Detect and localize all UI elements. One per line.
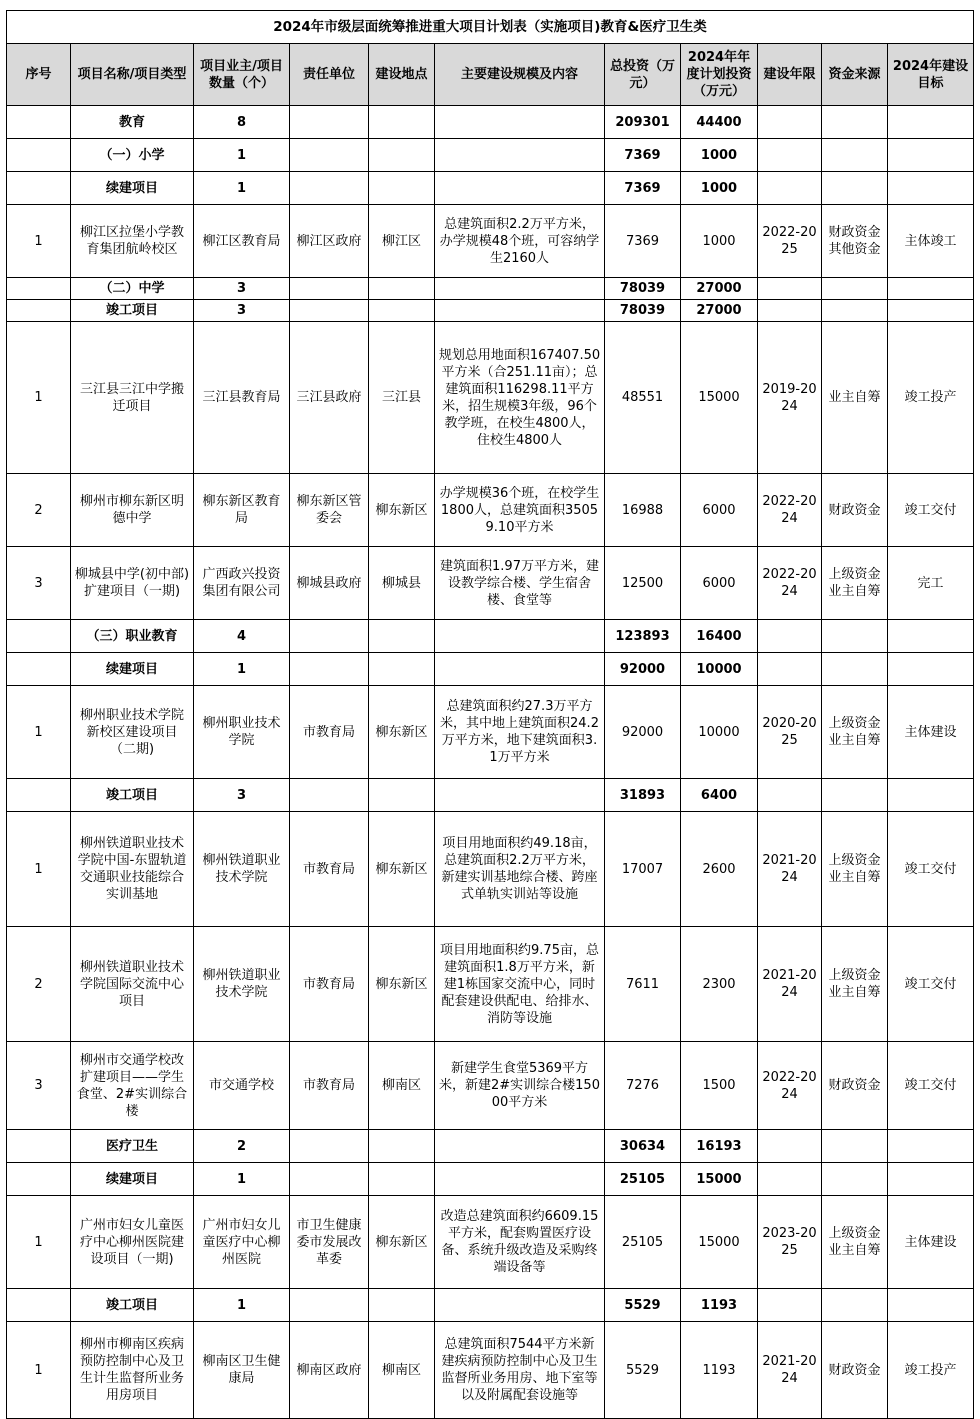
target-cell: 竣工投产: [888, 322, 974, 474]
category-row: [7, 1130, 974, 1163]
unit-cell: 市卫生健康委市发展改革委: [290, 1196, 369, 1289]
owner-cell: 三江县教育局: [194, 322, 290, 474]
unit-cell: 柳东新区管委会: [290, 474, 369, 547]
category-name-cell: （二）中学: [71, 278, 194, 300]
plan-investment-cell: 16400: [681, 620, 758, 653]
seq-cell: [7, 779, 71, 812]
project-name-cell: 柳州市交通学校改扩建项目——学生食堂、2#实训综合楼: [71, 1042, 194, 1130]
total-investment-cell: 12500: [605, 547, 681, 620]
plan-investment-cell: 10000: [681, 653, 758, 686]
content-cell: 新建学生食堂5369平方米，新建2#实训综合楼15000平方米: [435, 1042, 605, 1130]
location-cell: [369, 278, 435, 300]
category-count-cell: 1: [194, 1163, 290, 1196]
seq-cell: [7, 139, 71, 172]
project-name-cell: 柳州铁道职业技术学院中国-东盟轨道交通职业技能综合实训基地: [71, 812, 194, 927]
location-cell: [369, 1130, 435, 1163]
category-name-cell: 续建项目: [71, 172, 194, 205]
category-name-cell: 教育: [71, 106, 194, 139]
plan-investment-cell: 6000: [681, 474, 758, 547]
owner-cell: 广州市妇女儿童医疗中心柳州医院: [194, 1196, 290, 1289]
plan-investment-cell: 6000: [681, 547, 758, 620]
period-cell: 2020-2025: [758, 686, 822, 779]
plan-investment-cell: 27000: [681, 300, 758, 322]
period-cell: [758, 106, 822, 139]
fund-cell: 上级资金业主自筹: [822, 812, 888, 927]
project-row: [7, 322, 974, 474]
content-cell: 改造总建筑面积约6609.15平方米，配套购置医疗设备、系统升级改造及采购终端设备等: [435, 1196, 605, 1289]
total-investment-cell: 25105: [605, 1196, 681, 1289]
seq-cell: [7, 106, 71, 139]
fund-cell: [822, 139, 888, 172]
content-cell: 总建筑面积2.2万平方米，办学规模48个班，可容纳学生2160人: [435, 205, 605, 278]
period-cell: 2021-2024: [758, 1322, 822, 1419]
fund-cell: [822, 106, 888, 139]
plan-investment-cell: 15000: [681, 1163, 758, 1196]
project-table: [6, 10, 974, 1419]
fund-cell: 上级资金业主自筹: [822, 1196, 888, 1289]
content-cell: [435, 1163, 605, 1196]
location-cell: [369, 106, 435, 139]
location-cell: 三江县: [369, 322, 435, 474]
unit-cell: [290, 779, 369, 812]
location-cell: 柳南区: [369, 1042, 435, 1130]
period-cell: [758, 1130, 822, 1163]
header-total: 总投资（万元）: [605, 44, 681, 106]
content-cell: [435, 1289, 605, 1322]
location-cell: 柳城县: [369, 547, 435, 620]
header-owner: 项目业主/项目数量（个）: [194, 44, 290, 106]
content-cell: 规划总用地面积167407.50平方米（合251.11亩）；总建筑面积116298.11平方米，招生规模3年级，96个教学班，在校生4800人，住校生4800人: [435, 322, 605, 474]
location-cell: 柳东新区: [369, 927, 435, 1042]
target-cell: [888, 620, 974, 653]
total-investment-cell: 7611: [605, 927, 681, 1042]
total-investment-cell: 48551: [605, 322, 681, 474]
period-cell: [758, 1289, 822, 1322]
content-cell: [435, 779, 605, 812]
category-row: [7, 278, 974, 300]
seq-cell: 2: [7, 927, 71, 1042]
fund-cell: 财政资金: [822, 474, 888, 547]
location-cell: [369, 1289, 435, 1322]
location-cell: [369, 1163, 435, 1196]
fund-cell: [822, 300, 888, 322]
category-name-cell: 竣工项目: [71, 779, 194, 812]
seq-cell: 1: [7, 812, 71, 927]
fund-cell: [822, 779, 888, 812]
period-cell: 2021-2024: [758, 812, 822, 927]
location-cell: [369, 779, 435, 812]
total-investment-cell: 7369: [605, 172, 681, 205]
unit-cell: 柳南区政府: [290, 1322, 369, 1419]
total-investment-cell: 209301: [605, 106, 681, 139]
target-cell: [888, 1289, 974, 1322]
header-fund: 资金来源: [822, 44, 888, 106]
target-cell: [888, 278, 974, 300]
content-cell: [435, 278, 605, 300]
total-investment-cell: 123893: [605, 620, 681, 653]
location-cell: 柳东新区: [369, 812, 435, 927]
location-cell: 柳南区: [369, 1322, 435, 1419]
seq-cell: [7, 620, 71, 653]
location-cell: [369, 172, 435, 205]
seq-cell: [7, 172, 71, 205]
header-plan: 2024年年度计划投资（万元）: [681, 44, 758, 106]
content-cell: [435, 300, 605, 322]
header-row: [7, 44, 974, 106]
project-name-cell: 广州市妇女儿童医疗中心柳州医院建设项目（一期): [71, 1196, 194, 1289]
seq-cell: 1: [7, 205, 71, 278]
owner-cell: 柳江区教育局: [194, 205, 290, 278]
project-row: [7, 205, 974, 278]
category-count-cell: 4: [194, 620, 290, 653]
total-investment-cell: 78039: [605, 300, 681, 322]
plan-investment-cell: 2300: [681, 927, 758, 1042]
period-cell: [758, 779, 822, 812]
total-investment-cell: 31893: [605, 779, 681, 812]
fund-cell: [822, 620, 888, 653]
location-cell: [369, 653, 435, 686]
category-name-cell: 竣工项目: [71, 1289, 194, 1322]
total-investment-cell: 5529: [605, 1289, 681, 1322]
fund-cell: [822, 1130, 888, 1163]
period-cell: 2022-2024: [758, 547, 822, 620]
content-cell: [435, 1130, 605, 1163]
period-cell: [758, 653, 822, 686]
category-count-cell: 3: [194, 278, 290, 300]
plan-investment-cell: 16193: [681, 1130, 758, 1163]
plan-investment-cell: 1000: [681, 172, 758, 205]
plan-investment-cell: 27000: [681, 278, 758, 300]
target-cell: 竣工交付: [888, 1042, 974, 1130]
total-investment-cell: 5529: [605, 1322, 681, 1419]
project-name-cell: 柳城县中学(初中部)扩建项目（一期): [71, 547, 194, 620]
project-name-cell: 柳州铁道职业技术学院国际交流中心项目: [71, 927, 194, 1042]
unit-cell: [290, 106, 369, 139]
period-cell: 2019-2024: [758, 322, 822, 474]
period-cell: 2022-2025: [758, 205, 822, 278]
owner-cell: 市交通学校: [194, 1042, 290, 1130]
target-cell: 竣工交付: [888, 927, 974, 1042]
target-cell: [888, 779, 974, 812]
project-name-cell: 柳州职业技术学院新校区建设项目（二期): [71, 686, 194, 779]
period-cell: 2023-2025: [758, 1196, 822, 1289]
category-count-cell: 1: [194, 172, 290, 205]
unit-cell: 柳城县政府: [290, 547, 369, 620]
target-cell: 主体建设: [888, 686, 974, 779]
unit-cell: [290, 653, 369, 686]
header-seq: 序号: [7, 44, 71, 106]
header-period: 建设年限: [758, 44, 822, 106]
fund-cell: 业主自筹: [822, 322, 888, 474]
period-cell: 2022-2024: [758, 474, 822, 547]
owner-cell: 广西政兴投资集团有限公司: [194, 547, 290, 620]
category-name-cell: 竣工项目: [71, 300, 194, 322]
total-investment-cell: 25105: [605, 1163, 681, 1196]
header-name: 项目名称/项目类型: [71, 44, 194, 106]
location-cell: 柳东新区: [369, 686, 435, 779]
seq-cell: 1: [7, 1196, 71, 1289]
plan-investment-cell: 1193: [681, 1322, 758, 1419]
fund-cell: [822, 653, 888, 686]
project-row: [7, 927, 974, 1042]
content-cell: 项目用地面积约49.18亩，总建筑面积2.2万平方米，新建实训基地综合楼、跨座式单轨实训站等设施: [435, 812, 605, 927]
target-cell: 竣工交付: [888, 812, 974, 927]
category-row: [7, 653, 974, 686]
project-row: [7, 1196, 974, 1289]
unit-cell: [290, 139, 369, 172]
seq-cell: [7, 1289, 71, 1322]
location-cell: 柳江区: [369, 205, 435, 278]
unit-cell: 市教育局: [290, 686, 369, 779]
target-cell: 主体建设: [888, 1196, 974, 1289]
content-cell: [435, 106, 605, 139]
unit-cell: 三江县政府: [290, 322, 369, 474]
total-investment-cell: 92000: [605, 686, 681, 779]
header-content: 主要建设规模及内容: [435, 44, 605, 106]
content-cell: 建筑面积1.97万平方米，建设教学综合楼、学生宿舍楼、食堂等: [435, 547, 605, 620]
target-cell: [888, 172, 974, 205]
content-cell: 项目用地面积约9.75亩，总建筑面积1.8万平方米，新建1栋国家交流中心，同时配套建设供配电、给排水、消防等设施: [435, 927, 605, 1042]
unit-cell: [290, 1130, 369, 1163]
seq-cell: 1: [7, 1322, 71, 1419]
plan-investment-cell: 10000: [681, 686, 758, 779]
project-name-cell: 三江县三江中学搬迁项目: [71, 322, 194, 474]
total-investment-cell: 7369: [605, 205, 681, 278]
title-row: [7, 11, 974, 44]
period-cell: 2022-2024: [758, 1042, 822, 1130]
unit-cell: [290, 172, 369, 205]
category-name-cell: 续建项目: [71, 1163, 194, 1196]
owner-cell: 柳州职业技术学院: [194, 686, 290, 779]
category-count-cell: 1: [194, 1289, 290, 1322]
period-cell: [758, 620, 822, 653]
seq-cell: [7, 278, 71, 300]
unit-cell: [290, 1163, 369, 1196]
table-title: 2024年市级层面统筹推进重大项目计划表（实施项目)教育&医疗卫生类: [7, 11, 974, 44]
location-cell: [369, 620, 435, 653]
content-cell: [435, 172, 605, 205]
unit-cell: [290, 300, 369, 322]
category-count-cell: 1: [194, 139, 290, 172]
project-row: [7, 812, 974, 927]
fund-cell: [822, 1163, 888, 1196]
period-cell: [758, 172, 822, 205]
target-cell: 主体竣工: [888, 205, 974, 278]
target-cell: 完工: [888, 547, 974, 620]
plan-investment-cell: 44400: [681, 106, 758, 139]
project-row: [7, 1322, 974, 1419]
category-row: [7, 300, 974, 322]
plan-investment-cell: 6400: [681, 779, 758, 812]
category-name-cell: （三）职业教育: [71, 620, 194, 653]
plan-investment-cell: 15000: [681, 322, 758, 474]
seq-cell: [7, 1163, 71, 1196]
target-cell: [888, 1163, 974, 1196]
category-row: [7, 1289, 974, 1322]
fund-cell: [822, 1289, 888, 1322]
owner-cell: 柳东新区教育局: [194, 474, 290, 547]
category-row: [7, 172, 974, 205]
unit-cell: 市教育局: [290, 1042, 369, 1130]
owner-cell: 柳南区卫生健康局: [194, 1322, 290, 1419]
fund-cell: 财政资金: [822, 1322, 888, 1419]
location-cell: 柳东新区: [369, 1196, 435, 1289]
content-cell: [435, 139, 605, 172]
project-row: [7, 547, 974, 620]
total-investment-cell: 78039: [605, 278, 681, 300]
unit-cell: [290, 278, 369, 300]
category-name-cell: （一）小学: [71, 139, 194, 172]
seq-cell: [7, 300, 71, 322]
total-investment-cell: 16988: [605, 474, 681, 547]
category-row: [7, 106, 974, 139]
owner-cell: 柳州铁道职业技术学院: [194, 812, 290, 927]
total-investment-cell: 7369: [605, 139, 681, 172]
seq-cell: 2: [7, 474, 71, 547]
project-row: [7, 474, 974, 547]
category-row: [7, 1163, 974, 1196]
location-cell: [369, 139, 435, 172]
target-cell: 竣工投产: [888, 1322, 974, 1419]
period-cell: [758, 300, 822, 322]
category-row: [7, 620, 974, 653]
project-name-cell: 柳江区拉堡小学教育集团航岭校区: [71, 205, 194, 278]
content-cell: 总建筑面积约27.3万平方米，其中地上建筑面积24.2万平方米，地下建筑面积3.1万平方米: [435, 686, 605, 779]
seq-cell: [7, 1130, 71, 1163]
total-investment-cell: 30634: [605, 1130, 681, 1163]
project-row: [7, 686, 974, 779]
seq-cell: 1: [7, 686, 71, 779]
content-cell: [435, 653, 605, 686]
project-name-cell: 柳州市柳南区疾病预防控制中心及卫生计生监督所业务用房项目: [71, 1322, 194, 1419]
category-row: [7, 779, 974, 812]
total-investment-cell: 7276: [605, 1042, 681, 1130]
category-count-cell: 1: [194, 653, 290, 686]
unit-cell: [290, 620, 369, 653]
content-cell: 总建筑面积7544平方米新建疾病预防控制中心及卫生监督所业务用房、地下室等以及附属配套设施等: [435, 1322, 605, 1419]
seq-cell: 3: [7, 1042, 71, 1130]
plan-investment-cell: 1193: [681, 1289, 758, 1322]
category-count-cell: 2: [194, 1130, 290, 1163]
header-location: 建设地点: [369, 44, 435, 106]
seq-cell: 1: [7, 322, 71, 474]
category-count-cell: 8: [194, 106, 290, 139]
plan-investment-cell: 15000: [681, 1196, 758, 1289]
category-count-cell: 3: [194, 300, 290, 322]
plan-investment-cell: 2600: [681, 812, 758, 927]
plan-investment-cell: 1000: [681, 139, 758, 172]
plan-investment-cell: 1500: [681, 1042, 758, 1130]
plan-investment-cell: 1000: [681, 205, 758, 278]
fund-cell: 财政资金: [822, 1042, 888, 1130]
target-cell: [888, 653, 974, 686]
fund-cell: 上级资金业主自筹: [822, 927, 888, 1042]
header-unit: 责任单位: [290, 44, 369, 106]
location-cell: [369, 300, 435, 322]
target-cell: [888, 106, 974, 139]
period-cell: [758, 1163, 822, 1196]
target-cell: [888, 139, 974, 172]
fund-cell: [822, 278, 888, 300]
project-row: [7, 1042, 974, 1130]
fund-cell: 财政资金其他资金: [822, 205, 888, 278]
unit-cell: 市教育局: [290, 812, 369, 927]
period-cell: [758, 139, 822, 172]
project-name-cell: 柳州市柳东新区明德中学: [71, 474, 194, 547]
fund-cell: 上级资金业主自筹: [822, 547, 888, 620]
unit-cell: 市教育局: [290, 927, 369, 1042]
seq-cell: 3: [7, 547, 71, 620]
period-cell: 2021-2024: [758, 927, 822, 1042]
content-cell: 办学规模36个班，在校学生1800人，总建筑面积35059.10平方米: [435, 474, 605, 547]
total-investment-cell: 92000: [605, 653, 681, 686]
target-cell: 竣工交付: [888, 474, 974, 547]
category-name-cell: 医疗卫生: [71, 1130, 194, 1163]
owner-cell: 柳州铁道职业技术学院: [194, 927, 290, 1042]
category-name-cell: 续建项目: [71, 653, 194, 686]
fund-cell: 上级资金业主自筹: [822, 686, 888, 779]
fund-cell: [822, 172, 888, 205]
location-cell: 柳东新区: [369, 474, 435, 547]
target-cell: [888, 1130, 974, 1163]
category-count-cell: 3: [194, 779, 290, 812]
content-cell: [435, 620, 605, 653]
target-cell: [888, 300, 974, 322]
period-cell: [758, 278, 822, 300]
unit-cell: [290, 1289, 369, 1322]
total-investment-cell: 17007: [605, 812, 681, 927]
unit-cell: 柳江区政府: [290, 205, 369, 278]
category-row: [7, 139, 974, 172]
seq-cell: [7, 653, 71, 686]
header-target: 2024年建设目标: [888, 44, 974, 106]
